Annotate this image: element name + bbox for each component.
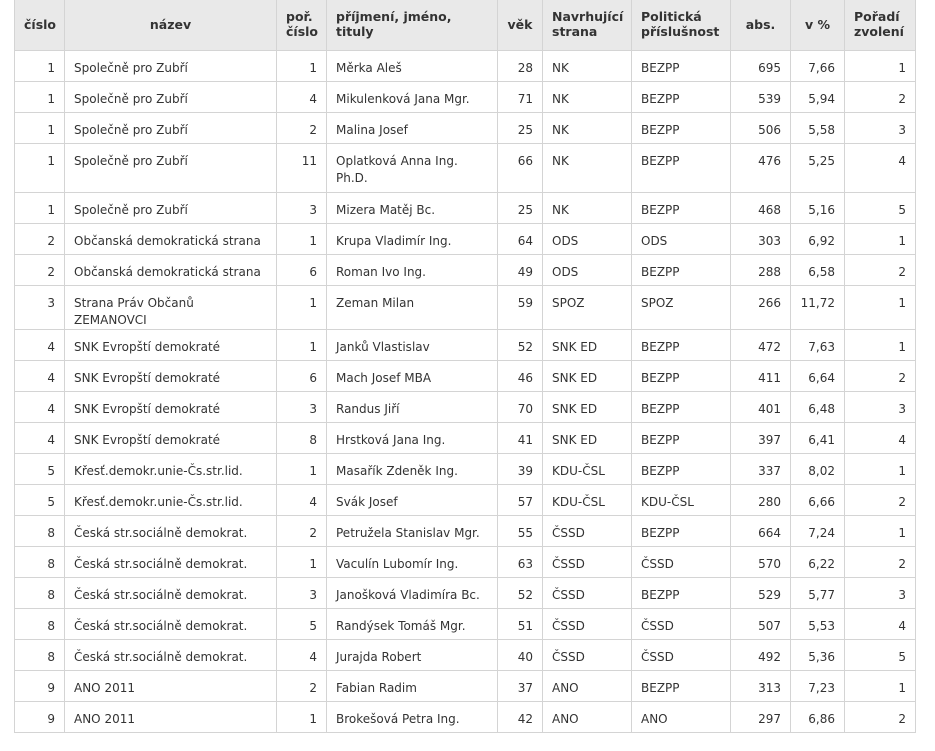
cell-politicka-prislusnost: SPOZ [632, 286, 731, 330]
cell-jmeno: Vaculín Lubomír Ing. [327, 547, 498, 578]
cell-vek: 41 [498, 423, 543, 454]
cell-cislo: 4 [15, 392, 65, 423]
cell-politicka-prislusnost: BEZPP [632, 113, 731, 144]
header-por-cislo: poř. číslo [277, 0, 327, 51]
cell-cislo: 8 [15, 609, 65, 640]
cell-abs: 506 [731, 113, 791, 144]
cell-cislo: 1 [15, 82, 65, 113]
cell-navrhujici-strana: NK [543, 193, 632, 224]
cell-cislo: 8 [15, 578, 65, 609]
cell-poradi-zvoleni: 2 [845, 485, 916, 516]
cell-por-cislo: 4 [277, 82, 327, 113]
table-row [15, 255, 916, 286]
cell-nazev: SNK Evropští demokraté [65, 330, 277, 361]
cell-jmeno: Zeman Milan [327, 286, 498, 330]
cell-vek: 37 [498, 671, 543, 702]
cell-por-cislo: 1 [277, 330, 327, 361]
cell-politicka-prislusnost: BEZPP [632, 578, 731, 609]
cell-v-procentech: 6,48 [791, 392, 845, 423]
cell-nazev: SNK Evropští demokraté [65, 392, 277, 423]
cell-jmeno: Janků Vlastislav [327, 330, 498, 361]
cell-nazev: Společně pro Zubří [65, 144, 277, 193]
cell-poradi-zvoleni: 4 [845, 609, 916, 640]
cell-navrhujici-strana: SNK ED [543, 361, 632, 392]
cell-politicka-prislusnost: BEZPP [632, 82, 731, 113]
cell-poradi-zvoleni: 4 [845, 423, 916, 454]
table-row [15, 516, 916, 547]
cell-v-procentech: 5,53 [791, 609, 845, 640]
cell-v-procentech: 7,63 [791, 330, 845, 361]
cell-v-procentech: 6,64 [791, 361, 845, 392]
cell-v-procentech: 7,23 [791, 671, 845, 702]
cell-abs: 401 [731, 392, 791, 423]
cell-nazev: ANO 2011 [65, 671, 277, 702]
cell-poradi-zvoleni: 3 [845, 578, 916, 609]
cell-cislo: 8 [15, 547, 65, 578]
cell-jmeno: Randýsek Tomáš Mgr. [327, 609, 498, 640]
table-row [15, 671, 916, 702]
cell-v-procentech: 5,77 [791, 578, 845, 609]
cell-vek: 39 [498, 454, 543, 485]
cell-politicka-prislusnost: BEZPP [632, 454, 731, 485]
cell-navrhujici-strana: ČSSD [543, 609, 632, 640]
header-abs: abs. [731, 0, 791, 51]
cell-nazev: Společně pro Zubří [65, 113, 277, 144]
cell-poradi-zvoleni: 3 [845, 113, 916, 144]
cell-vek: 28 [498, 51, 543, 82]
cell-navrhujici-strana: SNK ED [543, 423, 632, 454]
cell-abs: 266 [731, 286, 791, 330]
cell-cislo: 1 [15, 113, 65, 144]
cell-nazev: Společně pro Zubří [65, 51, 277, 82]
cell-vek: 63 [498, 547, 543, 578]
cell-poradi-zvoleni: 2 [845, 361, 916, 392]
header-navrhujici-strana: Navrhující strana [543, 0, 632, 51]
cell-poradi-zvoleni: 2 [845, 547, 916, 578]
cell-abs: 529 [731, 578, 791, 609]
header-vek: věk [498, 0, 543, 51]
cell-vek: 52 [498, 330, 543, 361]
cell-nazev: Česká str.sociálně demokrat. [65, 609, 277, 640]
table-row [15, 82, 916, 113]
cell-v-procentech: 7,24 [791, 516, 845, 547]
cell-vek: 66 [498, 144, 543, 193]
cell-navrhujici-strana: NK [543, 51, 632, 82]
cell-politicka-prislusnost: BEZPP [632, 392, 731, 423]
table-row [15, 361, 916, 392]
cell-poradi-zvoleni: 1 [845, 224, 916, 255]
table-row [15, 330, 916, 361]
cell-por-cislo: 3 [277, 193, 327, 224]
cell-v-procentech: 6,22 [791, 547, 845, 578]
cell-nazev: SNK Evropští demokraté [65, 361, 277, 392]
table-row [15, 224, 916, 255]
cell-v-procentech: 8,02 [791, 454, 845, 485]
cell-nazev: Křesť.demokr.unie-Čs.str.lid. [65, 454, 277, 485]
cell-poradi-zvoleni: 5 [845, 193, 916, 224]
cell-vek: 59 [498, 286, 543, 330]
cell-por-cislo: 1 [277, 454, 327, 485]
cell-cislo: 1 [15, 144, 65, 193]
cell-politicka-prislusnost: BEZPP [632, 144, 731, 193]
cell-nazev: Česká str.sociálně demokrat. [65, 578, 277, 609]
cell-vek: 64 [498, 224, 543, 255]
cell-poradi-zvoleni: 5 [845, 640, 916, 671]
cell-jmeno: Jurajda Robert [327, 640, 498, 671]
cell-vek: 49 [498, 255, 543, 286]
cell-poradi-zvoleni: 3 [845, 392, 916, 423]
cell-politicka-prislusnost: BEZPP [632, 361, 731, 392]
cell-politicka-prislusnost: BEZPP [632, 51, 731, 82]
table-row [15, 286, 916, 330]
cell-por-cislo: 3 [277, 392, 327, 423]
cell-cislo: 4 [15, 423, 65, 454]
cell-politicka-prislusnost: BEZPP [632, 193, 731, 224]
cell-abs: 337 [731, 454, 791, 485]
cell-por-cislo: 11 [277, 144, 327, 193]
cell-abs: 297 [731, 702, 791, 733]
table-row [15, 113, 916, 144]
cell-navrhujici-strana: NK [543, 82, 632, 113]
table-header [15, 0, 916, 51]
cell-poradi-zvoleni: 2 [845, 255, 916, 286]
table-row [15, 454, 916, 485]
cell-jmeno: Mach Josef MBA [327, 361, 498, 392]
cell-v-procentech: 6,41 [791, 423, 845, 454]
cell-por-cislo: 2 [277, 516, 327, 547]
cell-por-cislo: 6 [277, 255, 327, 286]
cell-poradi-zvoleni: 1 [845, 330, 916, 361]
cell-politicka-prislusnost: ANO [632, 702, 731, 733]
cell-poradi-zvoleni: 1 [845, 286, 916, 330]
cell-nazev: Strana Práv Občanů ZEMANOVCI [65, 286, 277, 330]
cell-navrhujici-strana: ODS [543, 255, 632, 286]
table-row [15, 392, 916, 423]
cell-vek: 52 [498, 578, 543, 609]
cell-vek: 55 [498, 516, 543, 547]
cell-jmeno: Svák Josef [327, 485, 498, 516]
cell-navrhujici-strana: SPOZ [543, 286, 632, 330]
cell-v-procentech: 5,25 [791, 144, 845, 193]
cell-v-procentech: 6,66 [791, 485, 845, 516]
cell-por-cislo: 3 [277, 578, 327, 609]
cell-abs: 664 [731, 516, 791, 547]
cell-nazev: Česká str.sociálně demokrat. [65, 640, 277, 671]
cell-poradi-zvoleni: 4 [845, 144, 916, 193]
cell-navrhujici-strana: ANO [543, 702, 632, 733]
cell-abs: 695 [731, 51, 791, 82]
cell-navrhujici-strana: ČSSD [543, 640, 632, 671]
cell-vek: 46 [498, 361, 543, 392]
cell-poradi-zvoleni: 1 [845, 51, 916, 82]
cell-nazev: SNK Evropští demokraté [65, 423, 277, 454]
cell-cislo: 3 [15, 286, 65, 330]
cell-vek: 25 [498, 113, 543, 144]
cell-por-cislo: 1 [277, 286, 327, 330]
table-row [15, 193, 916, 224]
cell-v-procentech: 6,86 [791, 702, 845, 733]
table-row [15, 702, 916, 733]
cell-navrhujici-strana: NK [543, 144, 632, 193]
cell-v-procentech: 5,94 [791, 82, 845, 113]
cell-politicka-prislusnost: ČSSD [632, 547, 731, 578]
cell-navrhujici-strana: SNK ED [543, 330, 632, 361]
cell-navrhujici-strana: ČSSD [543, 516, 632, 547]
cell-politicka-prislusnost: BEZPP [632, 671, 731, 702]
cell-cislo: 1 [15, 51, 65, 82]
cell-nazev: Společně pro Zubří [65, 82, 277, 113]
cell-v-procentech: 11,72 [791, 286, 845, 330]
cell-por-cislo: 2 [277, 113, 327, 144]
header-jmeno: příjmení, jméno, tituly [327, 0, 498, 51]
cell-vek: 51 [498, 609, 543, 640]
cell-cislo: 2 [15, 255, 65, 286]
cell-v-procentech: 5,58 [791, 113, 845, 144]
cell-poradi-zvoleni: 1 [845, 516, 916, 547]
cell-por-cislo: 1 [277, 547, 327, 578]
cell-politicka-prislusnost: KDU-ČSL [632, 485, 731, 516]
cell-vek: 25 [498, 193, 543, 224]
cell-poradi-zvoleni: 1 [845, 671, 916, 702]
cell-por-cislo: 8 [277, 423, 327, 454]
cell-jmeno: Masařík Zdeněk Ing. [327, 454, 498, 485]
cell-navrhujici-strana: KDU-ČSL [543, 454, 632, 485]
cell-nazev: ANO 2011 [65, 702, 277, 733]
cell-jmeno: Hrstková Jana Ing. [327, 423, 498, 454]
cell-cislo: 1 [15, 193, 65, 224]
cell-jmeno: Fabian Radim [327, 671, 498, 702]
cell-poradi-zvoleni: 2 [845, 702, 916, 733]
cell-vek: 42 [498, 702, 543, 733]
cell-navrhujici-strana: SNK ED [543, 392, 632, 423]
cell-por-cislo: 4 [277, 485, 327, 516]
table-row [15, 640, 916, 671]
cell-abs: 280 [731, 485, 791, 516]
cell-nazev: Občanská demokratická strana [65, 255, 277, 286]
cell-abs: 570 [731, 547, 791, 578]
cell-politicka-prislusnost: ČSSD [632, 640, 731, 671]
cell-por-cislo: 4 [277, 640, 327, 671]
table-row [15, 485, 916, 516]
cell-v-procentech: 7,66 [791, 51, 845, 82]
cell-nazev: Česká str.sociálně demokrat. [65, 516, 277, 547]
cell-v-procentech: 5,36 [791, 640, 845, 671]
table-row [15, 423, 916, 454]
header-politicka-prislusnost: Politická příslušnost [632, 0, 731, 51]
cell-politicka-prislusnost: ČSSD [632, 609, 731, 640]
cell-politicka-prislusnost: BEZPP [632, 330, 731, 361]
cell-jmeno: Mizera Matěj Bc. [327, 193, 498, 224]
cell-navrhujici-strana: ČSSD [543, 547, 632, 578]
cell-navrhujici-strana: ODS [543, 224, 632, 255]
cell-politicka-prislusnost: BEZPP [632, 423, 731, 454]
cell-v-procentech: 5,16 [791, 193, 845, 224]
cell-nazev: Křesť.demokr.unie-Čs.str.lid. [65, 485, 277, 516]
cell-jmeno: Malina Josef [327, 113, 498, 144]
cell-nazev: Česká str.sociálně demokrat. [65, 547, 277, 578]
table-row [15, 609, 916, 640]
cell-abs: 476 [731, 144, 791, 193]
cell-nazev: Občanská demokratická strana [65, 224, 277, 255]
cell-jmeno: Janošková Vladimíra Bc. [327, 578, 498, 609]
cell-jmeno: Mikulenková Jana Mgr. [327, 82, 498, 113]
table-row [15, 51, 916, 82]
header-poradi-zvoleni: Pořadí zvolení [845, 0, 916, 51]
cell-por-cislo: 6 [277, 361, 327, 392]
cell-jmeno: Měrka Aleš [327, 51, 498, 82]
cell-cislo: 5 [15, 454, 65, 485]
table-body [15, 51, 916, 733]
cell-por-cislo: 2 [277, 671, 327, 702]
cell-abs: 288 [731, 255, 791, 286]
cell-jmeno: Roman Ivo Ing. [327, 255, 498, 286]
cell-abs: 397 [731, 423, 791, 454]
table-row [15, 578, 916, 609]
cell-politicka-prislusnost: ODS [632, 224, 731, 255]
cell-abs: 492 [731, 640, 791, 671]
cell-cislo: 8 [15, 640, 65, 671]
cell-por-cislo: 1 [277, 702, 327, 733]
cell-abs: 507 [731, 609, 791, 640]
cell-abs: 303 [731, 224, 791, 255]
cell-cislo: 4 [15, 330, 65, 361]
cell-abs: 468 [731, 193, 791, 224]
cell-navrhujici-strana: KDU-ČSL [543, 485, 632, 516]
cell-navrhujici-strana: NK [543, 113, 632, 144]
cell-cislo: 2 [15, 224, 65, 255]
cell-abs: 411 [731, 361, 791, 392]
cell-abs: 472 [731, 330, 791, 361]
cell-por-cislo: 1 [277, 224, 327, 255]
cell-nazev: Společně pro Zubří [65, 193, 277, 224]
cell-cislo: 4 [15, 361, 65, 392]
cell-jmeno: Randus Jiří [327, 392, 498, 423]
cell-poradi-zvoleni: 2 [845, 82, 916, 113]
cell-politicka-prislusnost: BEZPP [632, 516, 731, 547]
cell-abs: 539 [731, 82, 791, 113]
header-cislo: číslo [15, 0, 65, 51]
cell-vek: 70 [498, 392, 543, 423]
cell-v-procentech: 6,92 [791, 224, 845, 255]
cell-cislo: 9 [15, 671, 65, 702]
cell-cislo: 9 [15, 702, 65, 733]
cell-vek: 57 [498, 485, 543, 516]
cell-jmeno: Brokešová Petra Ing. [327, 702, 498, 733]
cell-jmeno: Petružela Stanislav Mgr. [327, 516, 498, 547]
results-table [14, 0, 916, 733]
cell-jmeno: Krupa Vladimír Ing. [327, 224, 498, 255]
cell-por-cislo: 5 [277, 609, 327, 640]
cell-cislo: 5 [15, 485, 65, 516]
cell-vek: 40 [498, 640, 543, 671]
cell-por-cislo: 1 [277, 51, 327, 82]
table-row [15, 547, 916, 578]
cell-navrhujici-strana: ČSSD [543, 578, 632, 609]
cell-poradi-zvoleni: 1 [845, 454, 916, 485]
cell-v-procentech: 6,58 [791, 255, 845, 286]
table-row [15, 144, 916, 193]
cell-abs: 313 [731, 671, 791, 702]
cell-cislo: 8 [15, 516, 65, 547]
cell-vek: 71 [498, 82, 543, 113]
header-v-procentech: v % [791, 0, 845, 51]
cell-navrhujici-strana: ANO [543, 671, 632, 702]
cell-politicka-prislusnost: BEZPP [632, 255, 731, 286]
header-nazev: název [65, 0, 277, 51]
cell-jmeno: Oplatková Anna Ing. Ph.D. [327, 144, 498, 193]
